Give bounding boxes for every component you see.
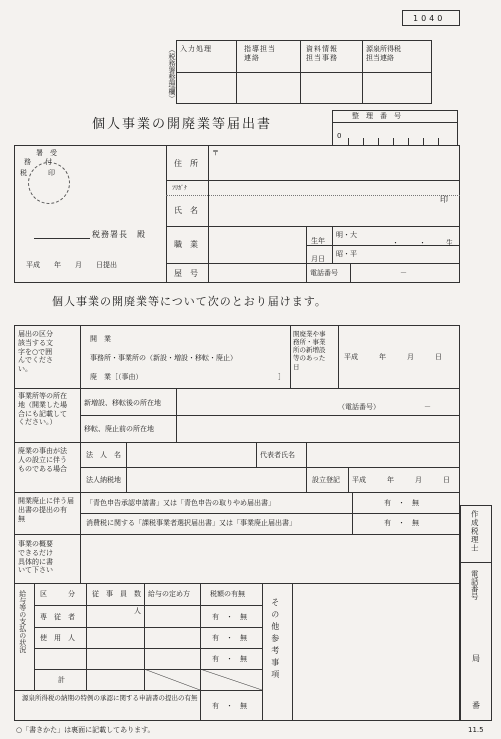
location-phone-sep: － xyxy=(424,403,431,411)
seal-mark: 印 xyxy=(440,195,448,204)
total-diagonal-2 xyxy=(200,669,262,690)
office-use-side-label: （税務署整理欄） xyxy=(168,46,176,102)
footer-note: ○「書きかた」は裏面に記載してあります。 xyxy=(16,726,155,734)
office-col-guidance: 指導担当 連絡 xyxy=(244,45,276,62)
tax-accountant-ban: 番 xyxy=(472,701,480,710)
page-title: 個人事業の開廃業等届出書 xyxy=(92,117,273,132)
payroll-row-1: 専 従 者 xyxy=(40,613,75,621)
era-1: 明・大 xyxy=(336,231,357,239)
stamp-line3: 税 印 xyxy=(20,169,55,177)
tax-office-label: 税務署長 殿 xyxy=(92,230,146,239)
payroll-col-kubun: 区 分 xyxy=(40,590,75,598)
corp-reg-label: 設立登記 xyxy=(312,476,340,484)
subtitle: 個人事業の開廃業等について次のとおり届けます。 xyxy=(52,295,327,308)
docs-row2: 消費税に関する「課税事業者選択届出書」又は「事業廃止届出書」 xyxy=(86,519,296,527)
phone-sep: － xyxy=(400,269,407,277)
birth-label: 生年 月日 xyxy=(311,237,325,264)
type-close-end: ］ xyxy=(278,373,285,381)
type-close: 廃 業［（事由） xyxy=(90,373,143,381)
corp-name-label: 法 人 名 xyxy=(86,451,121,459)
phone-label: 電話番号 xyxy=(310,269,338,277)
occupation-label: 職 業 xyxy=(174,240,198,249)
payroll-side-label: 給与等の支払の状況 xyxy=(18,590,27,653)
docs-row2-yn: 有 ・ 無 xyxy=(384,519,419,527)
total-diagonal xyxy=(144,669,200,690)
special-label: 源泉所得税の納期の特例の承認に関する申請書の提出の有無 xyxy=(22,694,198,702)
type-date-value: 平成 年 月 日 xyxy=(344,353,442,361)
office-col-info: 資料情報 担当事務 xyxy=(306,45,338,62)
payroll-col-method: 給与の定め方 xyxy=(148,590,190,598)
location-new: 新増設、移転後の所在地 xyxy=(84,399,161,407)
overview-label: 事業の概要 できるだけ 具体的に書 いて下さい xyxy=(18,540,53,575)
location-label: 事業所等の所在 地（開業した場 合にも記載して ください。） xyxy=(18,392,67,427)
corp-reg-date: 平成 年 月 日 xyxy=(352,476,450,484)
furigana-label: ﾌﾘｶﾞﾅ xyxy=(172,185,188,192)
birth-separators: ・ ・ 生 xyxy=(392,239,455,247)
postal-mark: 〒 xyxy=(212,149,219,157)
stamp-line1: 署 受 xyxy=(36,149,57,157)
name-label: 氏 名 xyxy=(174,206,198,215)
location-phone: （電話番号） xyxy=(338,403,380,411)
docs-row1-yn: 有 ・ 無 xyxy=(384,499,419,507)
tax-accountant-phone: 電話番号 xyxy=(470,570,480,600)
shop-label: 屋 号 xyxy=(174,269,198,278)
payroll-col-count: 従 事 員 数 xyxy=(92,590,141,598)
footer-version: 11.5 xyxy=(468,726,484,734)
location-old: 移転、廃止前の所在地 xyxy=(84,425,154,433)
payroll-yn-1: 有 ・ 無 xyxy=(212,613,247,621)
type-open: 開 業 xyxy=(90,335,111,343)
docs-label: 開業廃止に伴う届 出書の提出の有 無 xyxy=(18,497,74,523)
type-branch: 事務所・事業所の（新設・増設・移転・廃止） xyxy=(90,354,237,362)
type-date-label: 開廃業や事 務所・事業 所の新増設 等のあった 日 xyxy=(293,330,326,371)
seiri-prefix: 0 xyxy=(337,132,342,140)
tax-accountant-label: 作成税理士 xyxy=(470,510,480,553)
office-col-withholding: 源泉所得税 担当連絡 xyxy=(366,45,401,62)
corp-rep-label: 代表者氏名 xyxy=(260,451,295,459)
payroll-yn-3: 有 ・ 無 xyxy=(212,655,247,663)
payroll-row-2: 使 用 人 xyxy=(40,634,75,642)
payroll-yn-2: 有 ・ 無 xyxy=(212,634,247,642)
stamp-line2: 務 付 xyxy=(24,158,52,166)
form-code: 1040 xyxy=(413,14,446,23)
submission-date: 平成 年 月 日提出 xyxy=(26,261,117,269)
docs-row1: 「青色申告承認申請書」又は「青色申告の取りやめ届出書」 xyxy=(86,499,275,507)
office-col-input: 入力処理 xyxy=(180,45,212,53)
payroll-unit: 人 xyxy=(134,607,141,615)
payroll-row-total: 計 xyxy=(58,676,65,684)
seiri-header: 整 理 番 号 xyxy=(352,112,401,120)
corp-tax-label: 法人納税地 xyxy=(86,476,121,484)
special-yn: 有 ・ 無 xyxy=(212,702,247,710)
tax-accountant-kyoku: 局 xyxy=(472,654,480,663)
type-label: 届出の区分 該当する文 字を○で囲 んでくださ い。 xyxy=(18,330,53,373)
corp-label: 廃業の事由が法 人の設立に伴う ものである場合 xyxy=(18,447,67,473)
payroll-col-tax: 税額の有無 xyxy=(210,590,245,598)
other-notes-label: その他参考事項 xyxy=(270,598,280,682)
form-code-box xyxy=(402,10,460,26)
era-2: 昭・平 xyxy=(336,250,357,258)
address-label: 住 所 xyxy=(174,159,198,168)
